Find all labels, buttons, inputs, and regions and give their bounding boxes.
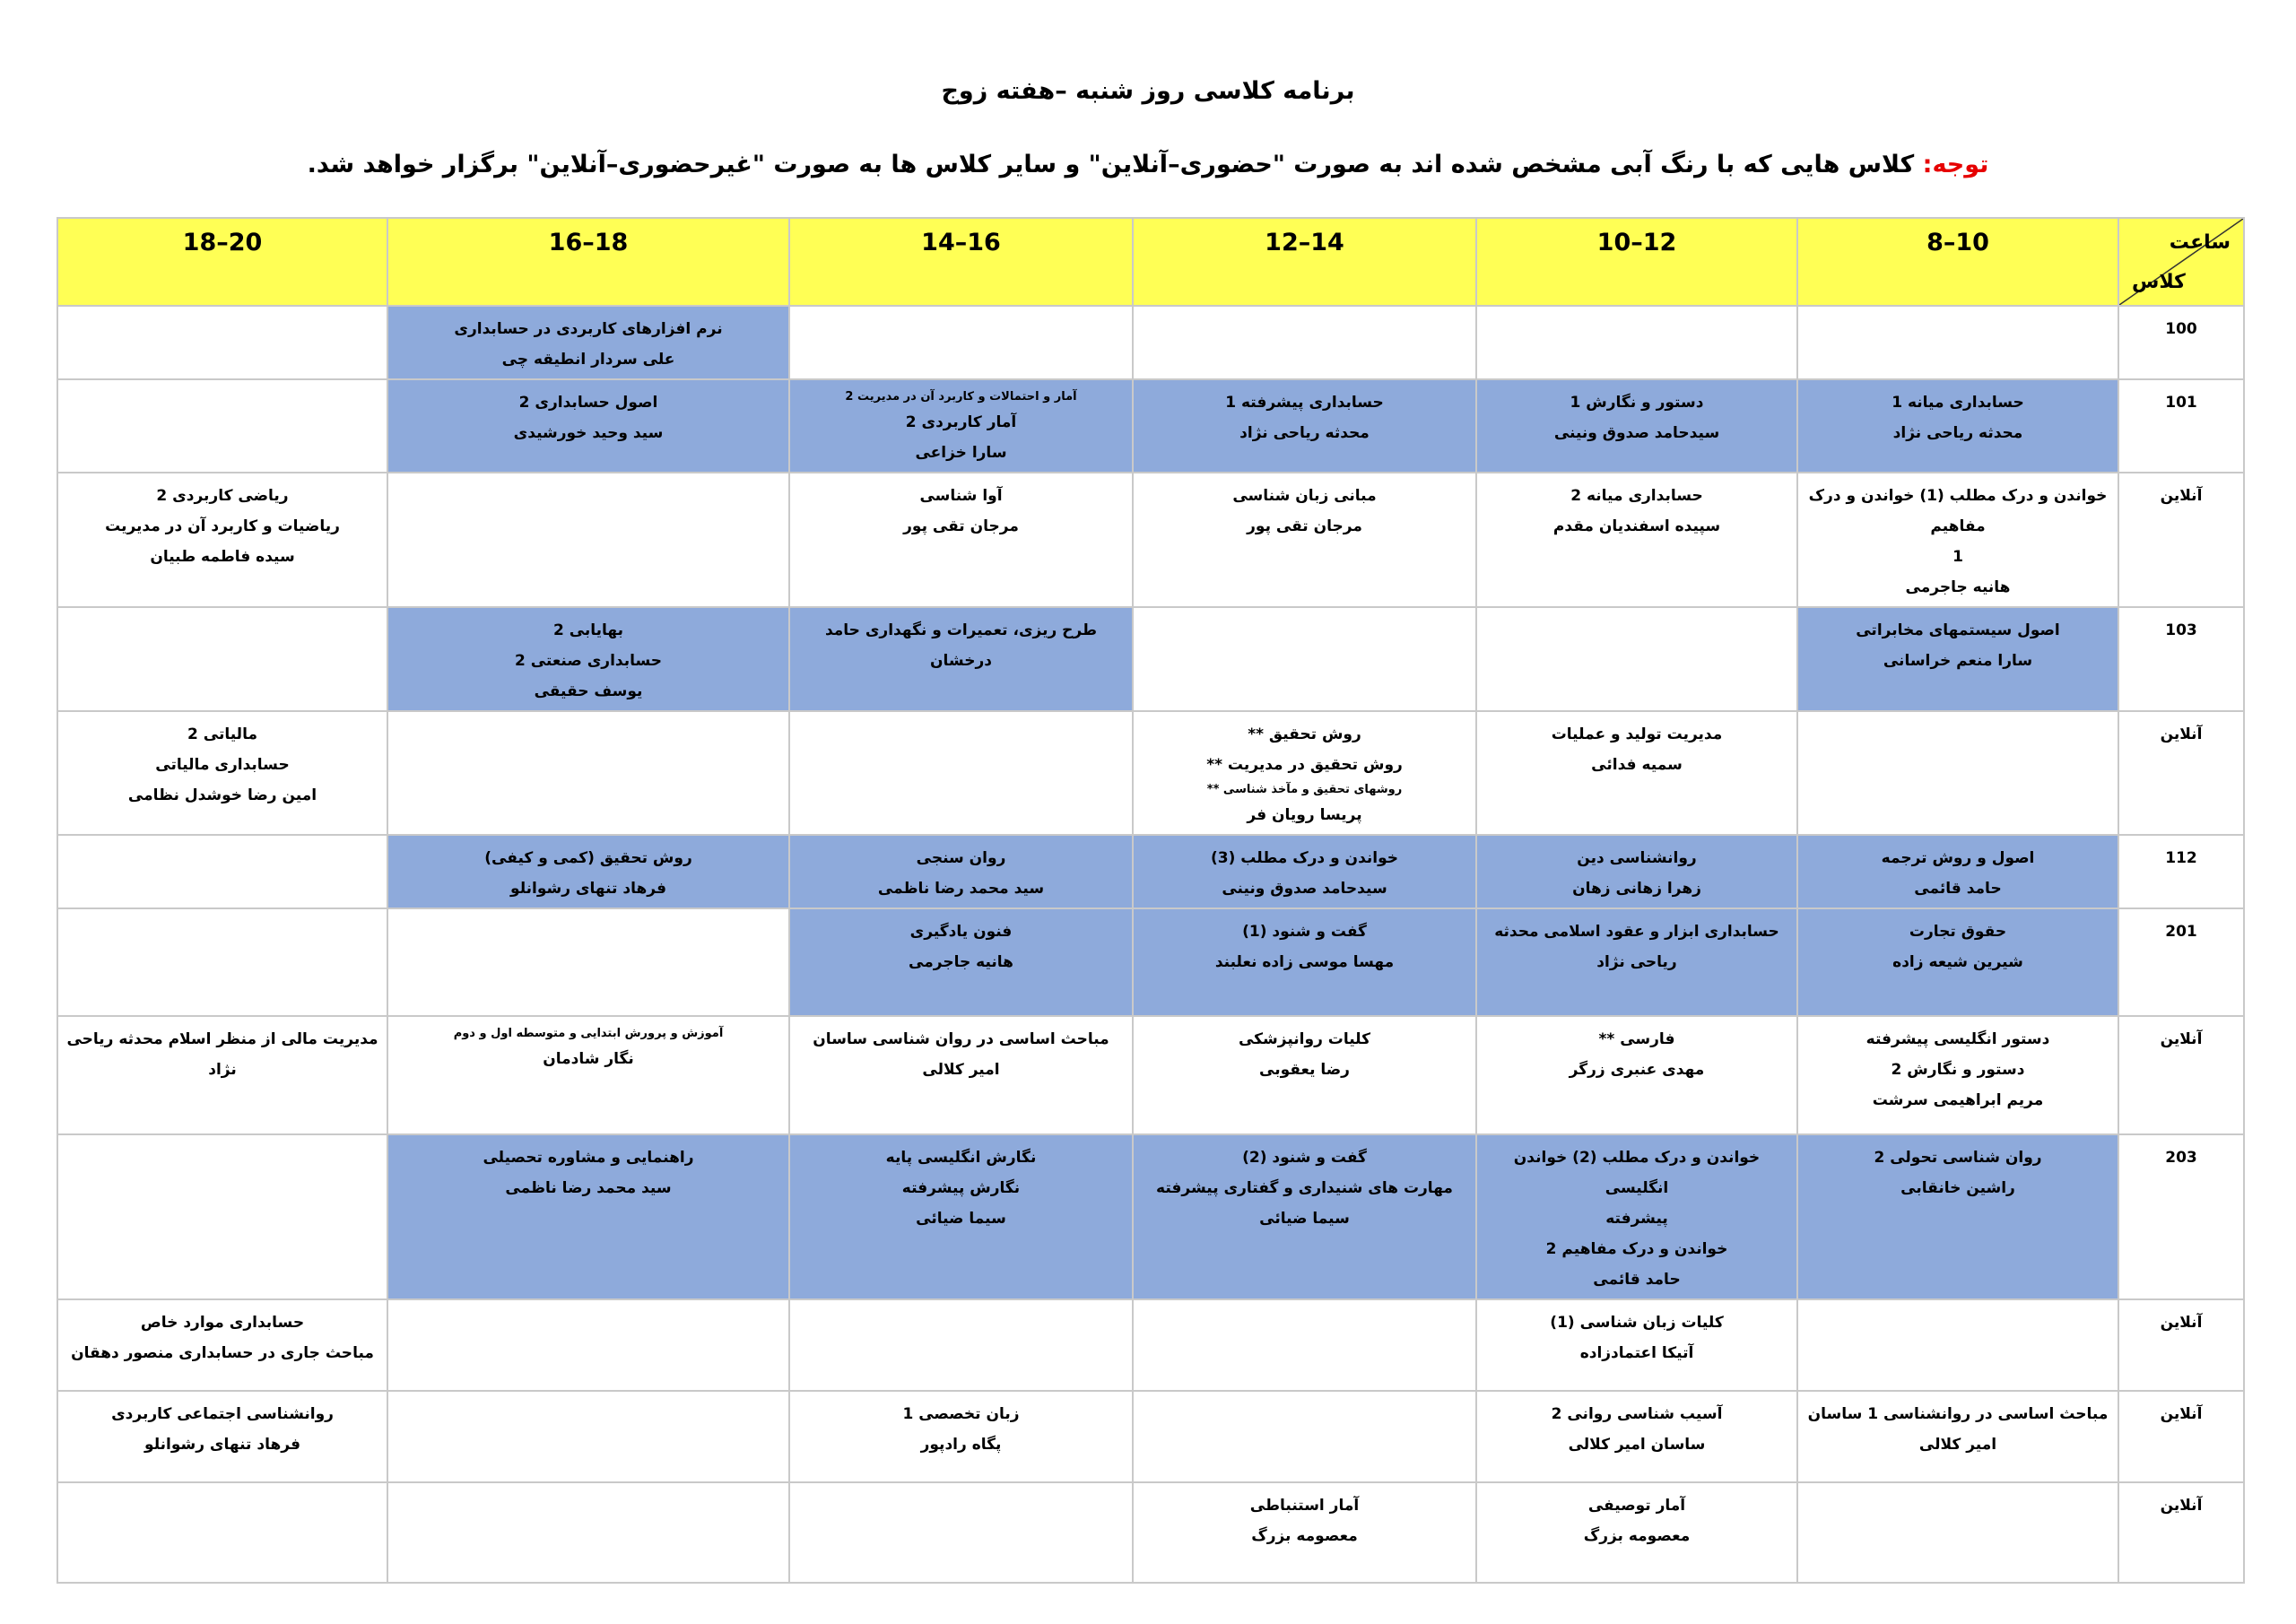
class-cell bbox=[1133, 1134, 1476, 1299]
course-line: بهایابی 2 bbox=[552, 621, 624, 639]
notice-label: توجه: bbox=[1922, 151, 1989, 178]
schedule-row bbox=[57, 1482, 2244, 1583]
course-line: محدثه ریاحی نژاد bbox=[1892, 424, 2023, 442]
class-cell bbox=[1476, 711, 1797, 835]
class-cell bbox=[57, 1016, 387, 1134]
course-line: حامد قائمی bbox=[1593, 1271, 1681, 1289]
course-line: معصومه بزرگ bbox=[1251, 1527, 1358, 1545]
schedule-row bbox=[57, 607, 2244, 711]
class-cell bbox=[57, 473, 387, 607]
course-line: سمیه فدائی bbox=[1591, 756, 1683, 774]
course-line: مرجان تقی پور bbox=[903, 517, 1019, 535]
course-line: پیشرفته bbox=[1605, 1210, 1668, 1228]
course-line: اصول سیستمهای مخابراتی bbox=[1856, 621, 2060, 639]
course-line: سیده فاطمه طبیان bbox=[150, 548, 295, 566]
class-cell bbox=[1133, 379, 1476, 473]
class-cell bbox=[387, 607, 789, 711]
course-line: دستور انگلیسی پیشرفته bbox=[1866, 1030, 2050, 1048]
class-cell bbox=[1797, 1482, 2118, 1583]
header-slot: 14–16 bbox=[789, 218, 1133, 306]
course-line: سید محمد رضا ناظمی bbox=[877, 880, 1045, 898]
class-cell bbox=[789, 908, 1133, 1016]
course-line: حسابداری میانه 2 bbox=[1570, 487, 1703, 505]
class-cell bbox=[1133, 473, 1476, 607]
course-line: مدیریت مالی از منظر اسلام محدثه ریاحی نژاد bbox=[66, 1030, 378, 1079]
room-label: 101 bbox=[2118, 379, 2244, 473]
course-line: اصول و روش ترجمه bbox=[1881, 849, 2035, 867]
course-line: محدثه ریاحی نژاد bbox=[1239, 424, 1370, 442]
class-cell bbox=[387, 379, 789, 473]
class-cell bbox=[1133, 908, 1476, 1016]
course-line: ساسان امیر کلالی bbox=[1568, 1436, 1706, 1454]
class-cell bbox=[1476, 1482, 1797, 1583]
schedule-row bbox=[57, 908, 2244, 1016]
course-line: روان شناسی تحولی 2 bbox=[1874, 1149, 2042, 1167]
class-cell bbox=[1133, 607, 1476, 711]
course-line: دستور و نگارش 2 bbox=[1891, 1061, 2025, 1079]
class-cell bbox=[57, 908, 387, 1016]
header-slot: 18–20 bbox=[57, 218, 387, 306]
class-cell bbox=[57, 1482, 387, 1583]
course-line: حسابداری مالیاتی bbox=[155, 756, 290, 774]
course-line: فارسی ** bbox=[1598, 1030, 1675, 1048]
class-cell bbox=[1133, 1391, 1476, 1482]
class-cell bbox=[789, 607, 1133, 711]
course-line: سید محمد رضا ناظمی bbox=[505, 1179, 672, 1197]
schedule-row bbox=[57, 306, 2244, 379]
class-cell bbox=[1133, 1299, 1476, 1391]
schedule-row bbox=[57, 1134, 2244, 1299]
course-line: حسابداری میانه 1 bbox=[1892, 394, 2024, 412]
class-cell bbox=[387, 1016, 789, 1134]
schedule-body bbox=[57, 306, 2244, 1583]
class-cell bbox=[1476, 473, 1797, 607]
course-line: حسابداری پیشرفته 1 bbox=[1225, 394, 1384, 412]
class-cell bbox=[387, 1299, 789, 1391]
notice-text: کلاس هایی که با رنگ آبی مشخص شده اند به صورت "حضوری–آنلاین" و سایر کلاس ها به صورت "غیرحضوری–آنلاین" برگزار خواهد شد. bbox=[307, 151, 1923, 178]
course-line: مهدی عنبری زرگر bbox=[1569, 1061, 1705, 1079]
course-line: فرهاد تنهای رشوانلو bbox=[510, 880, 666, 898]
class-cell bbox=[789, 1482, 1133, 1583]
course-line: هانیه جاجرمی bbox=[909, 953, 1013, 971]
header-slot: 10–12 bbox=[1476, 218, 1797, 306]
course-line: سپیده اسفندیان مقدم bbox=[1552, 517, 1721, 535]
class-cell bbox=[1133, 711, 1476, 835]
course-line: مریم ابراهیمی سرشت bbox=[1872, 1091, 2044, 1109]
header-time-label: ساعت bbox=[2169, 231, 2231, 254]
class-cell bbox=[1797, 1016, 2118, 1134]
course-line: فرهاد تنهای رشوانلو bbox=[144, 1436, 300, 1454]
course-line: راشین خانقابی bbox=[1900, 1179, 2015, 1197]
course-line: آوا شناسی bbox=[919, 487, 1003, 505]
class-cell bbox=[1133, 835, 1476, 908]
class-cell bbox=[1797, 1134, 2118, 1299]
instructor-name: پریسا رویان فر bbox=[1247, 806, 1362, 824]
header-class-label: کلاس bbox=[2132, 271, 2186, 293]
class-cell bbox=[57, 306, 387, 379]
course-line: حسابداری موارد خاص bbox=[140, 1314, 305, 1332]
class-cell bbox=[57, 379, 387, 473]
class-cell bbox=[387, 835, 789, 908]
course-line: مهسا موسی زاده نعلبند bbox=[1214, 953, 1395, 971]
course-line: اصول حسابداری 2 bbox=[518, 394, 658, 412]
room-label: آنلاین bbox=[2118, 711, 2244, 835]
course-line: آمار توصیفی bbox=[1587, 1497, 1686, 1515]
class-cell bbox=[1476, 1134, 1797, 1299]
room-label: 112 bbox=[2118, 835, 2244, 908]
course-line: مالیاتی 2 bbox=[187, 725, 257, 743]
class-cell bbox=[1476, 1391, 1797, 1482]
course-line: فنون یادگیری bbox=[909, 923, 1013, 941]
class-cell bbox=[789, 1299, 1133, 1391]
class-cell bbox=[1476, 607, 1797, 711]
class-cell bbox=[387, 1391, 789, 1482]
course-line: شیرین شیعه زاده bbox=[1892, 953, 2023, 971]
course-line: سارا خزاعی bbox=[915, 444, 1007, 462]
class-cell bbox=[1797, 306, 2118, 379]
course-line: یوسف حقیقی bbox=[534, 682, 643, 700]
schedule-row bbox=[57, 473, 2244, 607]
schedule-row bbox=[57, 711, 2244, 835]
class-cell bbox=[57, 607, 387, 711]
class-cell bbox=[1797, 711, 2118, 835]
header-row bbox=[57, 218, 2244, 306]
class-cell bbox=[789, 379, 1133, 473]
class-cell bbox=[1797, 908, 2118, 1016]
schedule-row bbox=[57, 1391, 2244, 1482]
course-note: آموزش و پرورش ابتدایی و متوسطه اول و دوم bbox=[453, 1027, 724, 1040]
page-title: برنامه کلاسی روز شنبه –هفته زوج bbox=[941, 77, 1355, 105]
course-line: روش تحقیق در مدیریت ** bbox=[1206, 756, 1403, 774]
room-label: آنلاین bbox=[2118, 1016, 2244, 1134]
class-cell bbox=[387, 1482, 789, 1583]
course-line: سیما ضیائی bbox=[916, 1210, 1006, 1228]
course-line: آمار کاربردی 2 bbox=[905, 413, 1017, 431]
class-cell bbox=[57, 711, 387, 835]
class-cell bbox=[57, 1134, 387, 1299]
room-label: آنلاین bbox=[2118, 1482, 2244, 1583]
course-line: مدیریت تولید و عملیات bbox=[1551, 725, 1723, 743]
class-cell bbox=[1476, 835, 1797, 908]
header-slot: 16–18 bbox=[387, 218, 789, 306]
course-line: معصومه بزرگ bbox=[1583, 1527, 1691, 1545]
course-line: طرح ریزی، تعمیرات و نگهداری حامد درخشان bbox=[824, 621, 1098, 670]
room-label: 100 bbox=[2118, 306, 2244, 379]
class-cell bbox=[1797, 1299, 2118, 1391]
header-slot: 12–14 bbox=[1133, 218, 1476, 306]
class-cell bbox=[1476, 306, 1797, 379]
course-line: روانشناسی دین bbox=[1577, 849, 1697, 867]
schedule-row bbox=[57, 1299, 2244, 1391]
course-line: نگار شادمان bbox=[543, 1050, 634, 1068]
course-line: 1 bbox=[1952, 548, 1963, 566]
header-slot: 8–10 bbox=[1797, 218, 2118, 306]
course-line: مباحث اساسی در روانشناسی 1 ساسان امیر کلالی bbox=[1807, 1405, 2109, 1454]
class-cell bbox=[1476, 908, 1797, 1016]
course-line: خواندن و درک مطلب (2) خواندن انگلیسی bbox=[1513, 1149, 1761, 1197]
course-line: گفت و شنود (1) bbox=[1242, 923, 1367, 941]
schedule-row bbox=[57, 1016, 2244, 1134]
course-line: آمار استنباطی bbox=[1249, 1497, 1360, 1515]
class-cell bbox=[1133, 306, 1476, 379]
course-line: دستور و نگارش 1 bbox=[1570, 394, 1704, 412]
course-line: نگارش پیشرفته bbox=[901, 1179, 1021, 1197]
class-cell bbox=[57, 1391, 387, 1482]
room-label: 203 bbox=[2118, 1134, 2244, 1299]
schedule-row bbox=[57, 379, 2244, 473]
course-line: نگارش انگلیسی پایه bbox=[885, 1149, 1037, 1167]
room-label: 103 bbox=[2118, 607, 2244, 711]
course-line: هانیه جاجرمی bbox=[1905, 578, 2011, 596]
class-cell bbox=[387, 1134, 789, 1299]
class-cell bbox=[1797, 607, 2118, 711]
class-cell bbox=[1797, 835, 2118, 908]
class-cell bbox=[1476, 379, 1797, 473]
course-line: ریاضی کاربردی 2 bbox=[156, 487, 289, 505]
course-note: روشهای تحقیق و مآخذ شناسی ** bbox=[1206, 783, 1403, 796]
class-cell bbox=[1476, 1016, 1797, 1134]
class-cell bbox=[387, 306, 789, 379]
course-line: پگاه رادپور bbox=[920, 1436, 1002, 1454]
class-cell bbox=[1797, 1391, 2118, 1482]
class-cell bbox=[387, 908, 789, 1016]
course-line: روش تحقیق ** bbox=[1248, 725, 1361, 743]
course-line: حسابداری صنعتی 2 bbox=[514, 652, 663, 670]
course-line: سیدحامد صدوق ونینی bbox=[1222, 880, 1387, 898]
notice bbox=[0, 151, 2296, 178]
room-label: 201 bbox=[2118, 908, 2244, 1016]
class-cell bbox=[1133, 1016, 1476, 1134]
course-line: مباحث اساسی در روان شناسی ساسان امیر کلالی bbox=[813, 1030, 1109, 1079]
class-cell bbox=[1797, 473, 2118, 607]
course-line: سیدحامد صدوق ونینی bbox=[1553, 424, 1720, 442]
course-line: روانشناسی اجتماعی کاربردی bbox=[111, 1405, 334, 1423]
class-cell bbox=[789, 1016, 1133, 1134]
room-label: آنلاین bbox=[2118, 1299, 2244, 1391]
header-corner bbox=[2118, 218, 2244, 306]
class-cell bbox=[789, 1134, 1133, 1299]
class-cell bbox=[57, 1299, 387, 1391]
course-line: آتیکا اعتمادزاده bbox=[1579, 1344, 1694, 1362]
class-cell bbox=[387, 711, 789, 835]
course-line: مبانی زبان شناسی bbox=[1232, 487, 1377, 505]
course-line: آسیب شناسی روانی 2 bbox=[1551, 1405, 1723, 1423]
course-line: رضا یعقوبی bbox=[1259, 1061, 1350, 1079]
course-line: راهنمایی و مشاوره تحصیلی bbox=[483, 1149, 694, 1167]
class-cell bbox=[1133, 1482, 1476, 1583]
course-line: زهرا زهانی زهان bbox=[1572, 880, 1701, 898]
course-line: نرم افزارهای کاربردی در حسابداری bbox=[454, 320, 723, 338]
course-line: خواندن و درک مطلب (3) bbox=[1210, 849, 1399, 867]
schedule-table bbox=[57, 217, 2245, 1584]
course-line: روش تحقیق (کمی و کیفی) bbox=[484, 849, 692, 867]
class-cell bbox=[789, 835, 1133, 908]
course-line: امین رضا خوشدل نظامی bbox=[127, 786, 317, 804]
course-line: مرجان تقی پور bbox=[1247, 517, 1362, 535]
course-line: روان سنجی bbox=[916, 849, 1006, 867]
course-line: کلیات زبان شناسی (1) bbox=[1550, 1314, 1724, 1332]
course-line: علی سردار انطیقه چی bbox=[501, 351, 675, 369]
course-line: حامد قائمی bbox=[1914, 880, 2002, 898]
course-line: کلیات روانپزشکی bbox=[1238, 1030, 1371, 1048]
class-cell bbox=[1797, 379, 2118, 473]
course-line: خواندن و درک مفاهیم 2 bbox=[1545, 1240, 1728, 1258]
course-line: حقوق تجارت bbox=[1909, 923, 2007, 941]
class-cell bbox=[57, 835, 387, 908]
class-cell bbox=[789, 711, 1133, 835]
course-line: زبان تخصصی 1 bbox=[902, 1405, 1020, 1423]
room-label: آنلاین bbox=[2118, 473, 2244, 607]
course-line: گفت و شنود (2) bbox=[1242, 1149, 1367, 1167]
course-note: آمار و احتمالات و کاربرد آن در مدیریت 2 bbox=[845, 390, 1077, 404]
class-cell bbox=[1476, 1299, 1797, 1391]
room-label: آنلاین bbox=[2118, 1391, 2244, 1482]
course-line: ریاضیات و کاربرد آن در مدیریت bbox=[105, 517, 340, 535]
course-line: خواندن و درک مطلب (1) خواندن و درک مفاهیم bbox=[1808, 487, 2108, 535]
course-line: سید وحید خورشیدی bbox=[513, 424, 664, 442]
course-line: مباحث جاری در حسابداری منصور دهقان bbox=[71, 1344, 374, 1362]
class-cell bbox=[387, 473, 789, 607]
class-cell bbox=[789, 1391, 1133, 1482]
class-cell bbox=[789, 473, 1133, 607]
schedule-row bbox=[57, 835, 2244, 908]
course-line: مهارت های شنیداری و گفتاری پیشرفته سیما ضیائی bbox=[1156, 1179, 1453, 1228]
course-line: سارا منعم خراسانی bbox=[1883, 652, 2033, 670]
course-line: حسابداری ابزار و عقود اسلامی محدثه ریاحی نژاد bbox=[1494, 923, 1779, 971]
class-cell bbox=[789, 306, 1133, 379]
